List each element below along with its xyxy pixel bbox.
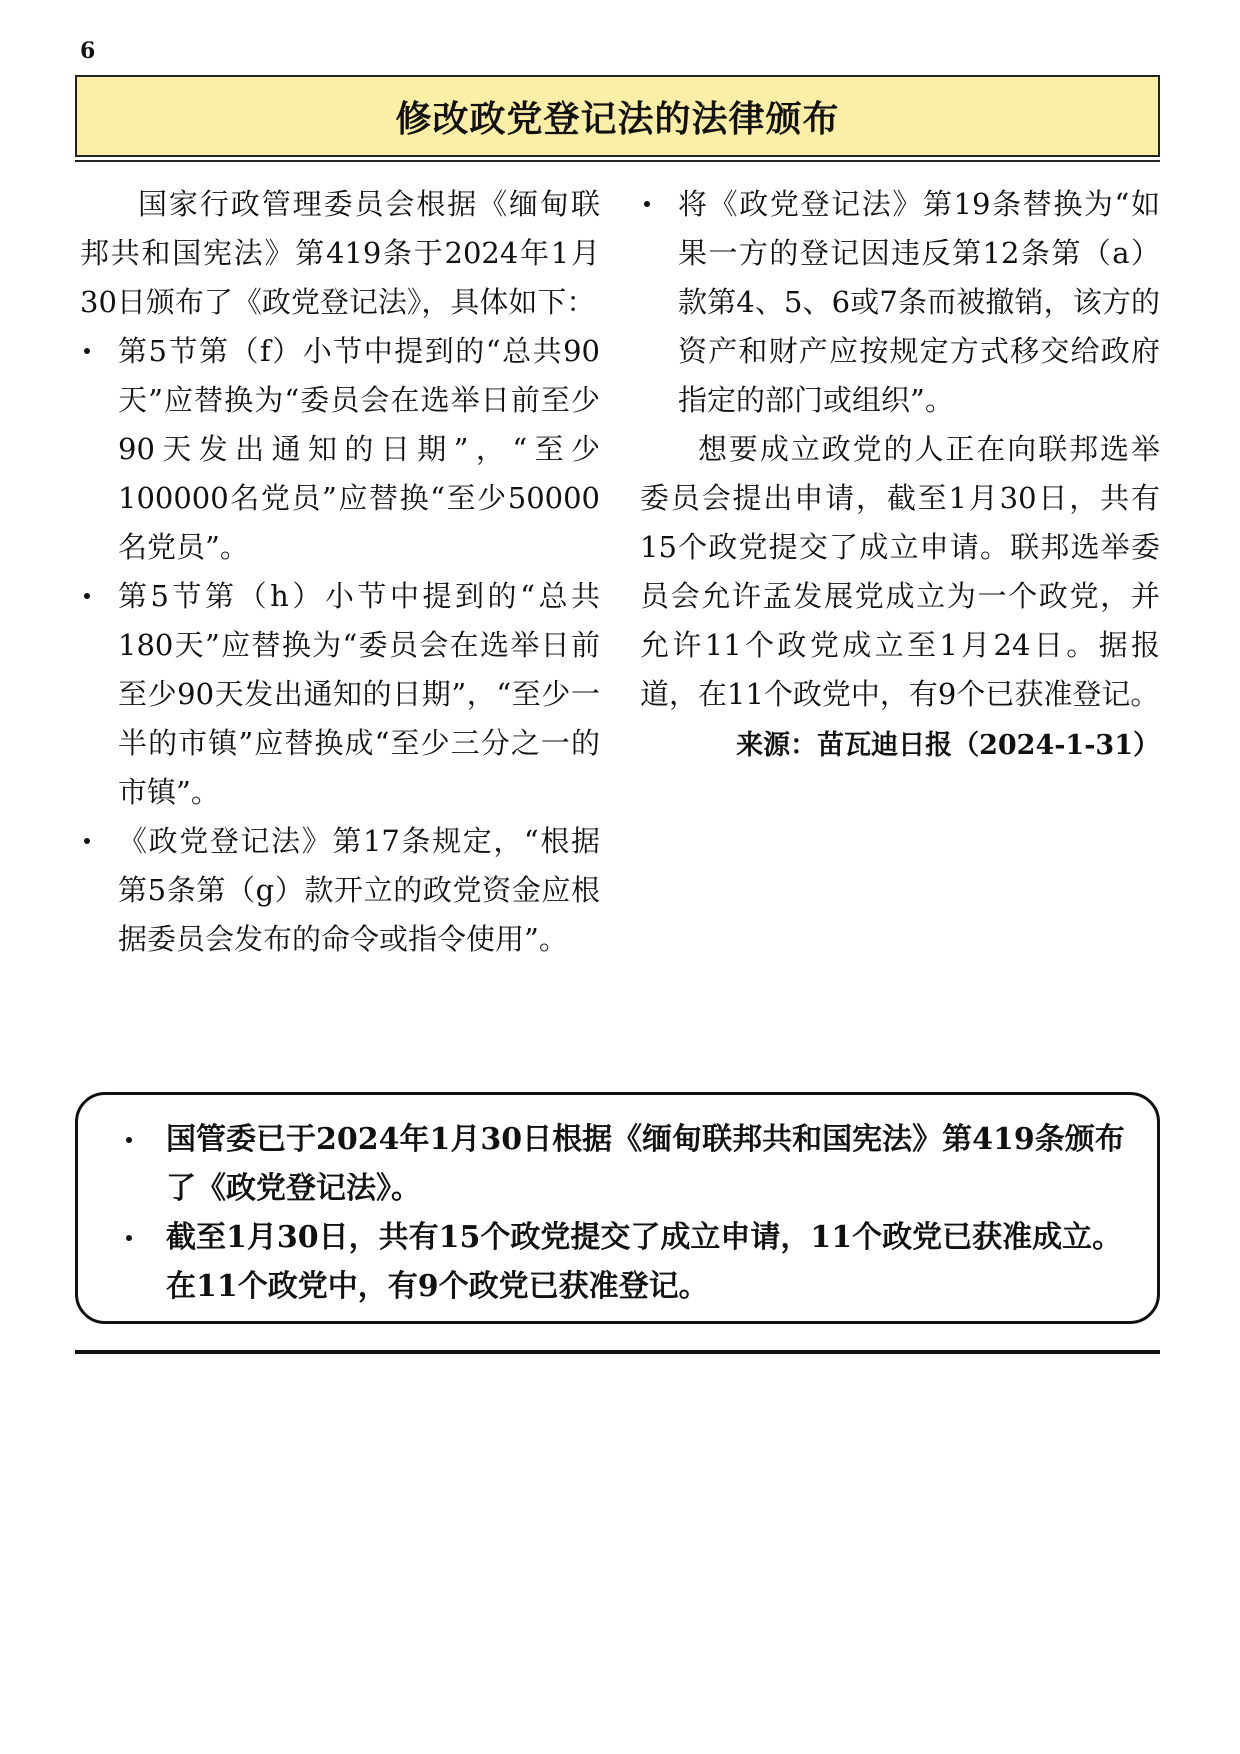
- list-item-text: 第5节第（h）小节中提到的“总共180天”应替换为“委员会在选举日前至少90天发出通知的日期”，“至少一半的市镇”应替换成“至少三分之一的市镇”。: [118, 579, 600, 809]
- title-banner: [75, 75, 1160, 157]
- page-number: 6: [80, 38, 96, 64]
- list-item: [640, 180, 1160, 425]
- bullet-icon: [126, 1137, 132, 1143]
- list-item: [80, 817, 600, 964]
- list-item: [118, 1213, 1135, 1311]
- title-divider: [75, 160, 1160, 162]
- left-column: [80, 180, 600, 964]
- intro-paragraph: 国家行政管理委员会根据《缅甸联邦共和国宪法》第419条于2024年1月30日颁布了《政党登记法》，具体如下：: [80, 187, 600, 319]
- list-item-text: 第5节第（f）小节中提到的“总共90天”应替换为“委员会在选举日前至少90天发出通知的日期”，“至少100000名党员”应替换“至少50000名党员”。: [118, 334, 600, 564]
- source-credit: 来源：苗瓦迪日报（2024-1-31）: [736, 730, 1160, 761]
- left-bullet-list: [80, 327, 600, 964]
- right-column: [640, 180, 1160, 770]
- right-bullet-list: [640, 180, 1160, 425]
- summary-item-text: 截至1月30日，共有15个政党提交了成立申请，11个政党已获准成立。在11个政党中，有9个政党已获准登记。: [166, 1220, 1123, 1304]
- list-item: [118, 1115, 1135, 1213]
- list-item-text: 将《政党登记法》第19条替换为“如果一方的登记因违反第12条第（a）款第4、5、6或7条而被撤销，该方的资产和财产应按规定方式移交给政府指定的部门或组织”。: [678, 187, 1160, 417]
- bottom-divider: [75, 1350, 1160, 1354]
- body-paragraph: 想要成立政党的人正在向联邦选举委员会提出申请，截至1月30日，共有15个政党提交了成立申请。联邦选举委员会允许孟发展党成立为一个政党，并允许11个政党成立至1月24日。据报道，在11个政党中，有9个已获准登记。: [640, 432, 1160, 711]
- summary-list: [118, 1115, 1135, 1311]
- bullet-icon: [84, 348, 90, 354]
- article-title: 修改政党登记法的法律颁布: [395, 97, 840, 140]
- bullet-icon: [84, 593, 90, 599]
- summary-box: [75, 1092, 1160, 1324]
- bullet-icon: [84, 838, 90, 844]
- list-item-text: 《政党登记法》第17条规定，“根据第5条第（g）款开立的政党资金应根据委员会发布的命令或指令使用”。: [118, 824, 600, 956]
- bullet-icon: [126, 1235, 132, 1241]
- summary-item-text: 国管委已于2024年1月30日根据《缅甸联邦共和国宪法》第419条颁布了《政党登记法》。: [166, 1122, 1125, 1206]
- bullet-icon: [644, 201, 650, 207]
- list-item: [80, 327, 600, 572]
- list-item: [80, 572, 600, 817]
